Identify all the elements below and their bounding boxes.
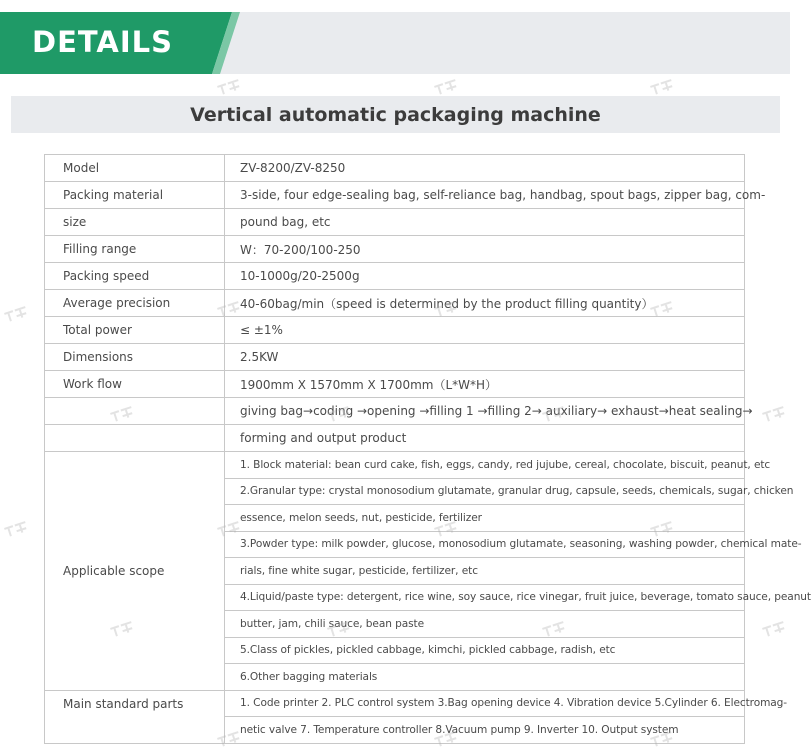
spec-table: [44, 154, 811, 744]
row-value: 10-1000g/20-2500g: [225, 263, 745, 290]
row-label: Packing speed: [45, 263, 225, 290]
brand-logo-watermark: [432, 730, 462, 748]
scope-line: butter, jam, chili sauce, bean paste: [225, 611, 745, 638]
row-value: 2.5KW: [225, 344, 745, 371]
brand-logo-watermark: [540, 405, 570, 423]
table-row: [45, 263, 745, 290]
table-row: [45, 317, 745, 344]
row-value: pound bag, etc: [225, 209, 745, 236]
table-row: [45, 452, 745, 479]
row-label: Filling range: [45, 236, 225, 263]
scope-line: 1. Block material: bean curd cake, fish, eggs, candy, red jujube, cereal, chocolate, biscuit, peanut, etc: [225, 452, 745, 479]
brand-logo-watermark: [760, 620, 790, 638]
scope-line: 3.Powder type: milk powder, glucose, monosodium glutamate, seasoning, washing powder, chemical mate-: [225, 531, 745, 558]
row-label: Average precision: [45, 290, 225, 317]
table-row: [45, 182, 745, 209]
table-row: [45, 690, 745, 717]
brand-logo-watermark: [2, 520, 32, 538]
brand-logo-watermark: [540, 620, 570, 638]
table-row: [45, 371, 745, 398]
brand-logo-watermark: [2, 305, 32, 323]
table-row: [45, 344, 745, 371]
table-row: [45, 155, 745, 182]
row-label: Dimensions: [45, 344, 225, 371]
brand-logo-watermark: [108, 620, 138, 638]
scope-line: 4.Liquid/paste type: detergent, rice wine, soy sauce, rice vinegar, fruit juice, beverage, tomato sauce, peanut: [225, 584, 745, 611]
brand-logo-watermark: [215, 520, 245, 538]
row-value: 3-side, four edge-sealing bag, self-reliance bag, handbag, spout bags, zipper bag, com-: [225, 182, 745, 209]
row-label: Packing material: [45, 182, 225, 209]
scope-line: 6.Other bagging materials: [225, 664, 745, 691]
table-row: [45, 290, 745, 317]
product-title: Vertical automatic packaging machine: [190, 103, 601, 126]
row-label: Model: [45, 155, 225, 182]
table-row: [45, 398, 745, 425]
brand-logo-watermark: [648, 78, 678, 96]
brand-logo-watermark: [432, 78, 462, 96]
row-value: giving bag→coding →opening →filling 1 →filling 2→ auxiliary→ exhaust→heat sealing→: [225, 398, 745, 425]
row-value: ZV-8200/ZV-8250: [225, 155, 745, 182]
row-label: size: [45, 209, 225, 236]
brand-logo-watermark: [760, 405, 790, 423]
row-value: forming and output product: [225, 425, 745, 452]
brand-logo-watermark: [325, 620, 355, 638]
row-value: ≤ ±1%: [225, 317, 745, 344]
brand-logo-watermark: [108, 405, 138, 423]
parts-line: 1. Code printer 2. PLC control system 3.Bag opening device 4. Vibration device 5.Cylinder 6. Electromag-: [225, 690, 745, 717]
row-value: 1900mm X 1570mm X 1700mm（L*W*H）: [225, 371, 745, 398]
row-label: Total power: [45, 317, 225, 344]
brand-logo-watermark: [215, 730, 245, 748]
scope-line: 5.Class of pickles, pickled cabbage, kimchi, pickled cabbage, radish, etc: [225, 637, 745, 664]
brand-logo-watermark: [432, 300, 462, 318]
subtitle-bar: [11, 96, 780, 133]
brand-logo-watermark: [648, 730, 678, 748]
parts-line: netic valve 7. Temperature controller 8.Vacuum pump 9. Inverter 10. Output system: [225, 717, 745, 744]
brand-logo-watermark: [215, 78, 245, 96]
row-label: Work flow: [45, 371, 225, 398]
table-row: [45, 425, 745, 452]
row-label: [45, 425, 225, 452]
page-title: DETAILS: [32, 25, 174, 59]
brand-logo-watermark: [325, 405, 355, 423]
scope-line: essence, melon seeds, nut, pesticide, fertilizer: [225, 505, 745, 532]
table-row: [45, 236, 745, 263]
brand-logo-watermark: [432, 520, 462, 538]
scope-line: 2.Granular type: crystal monosodium glutamate, granular drug, capsule, seeds, chemicals, sugar, chicken: [225, 478, 745, 505]
row-value: 40-60bag/min（speed is determined by the product filling quantity）: [225, 290, 745, 317]
scope-line: rials, fine white sugar, pesticide, fertilizer, etc: [225, 558, 745, 585]
brand-logo-watermark: [648, 520, 678, 538]
table-row: [45, 209, 745, 236]
applicable-scope-label: Applicable scope: [45, 452, 225, 691]
main-parts-label: Main standard parts: [45, 690, 225, 743]
brand-logo-watermark: [215, 300, 245, 318]
row-value: W：70-200/100-250: [225, 236, 745, 263]
brand-logo-watermark: [648, 300, 678, 318]
